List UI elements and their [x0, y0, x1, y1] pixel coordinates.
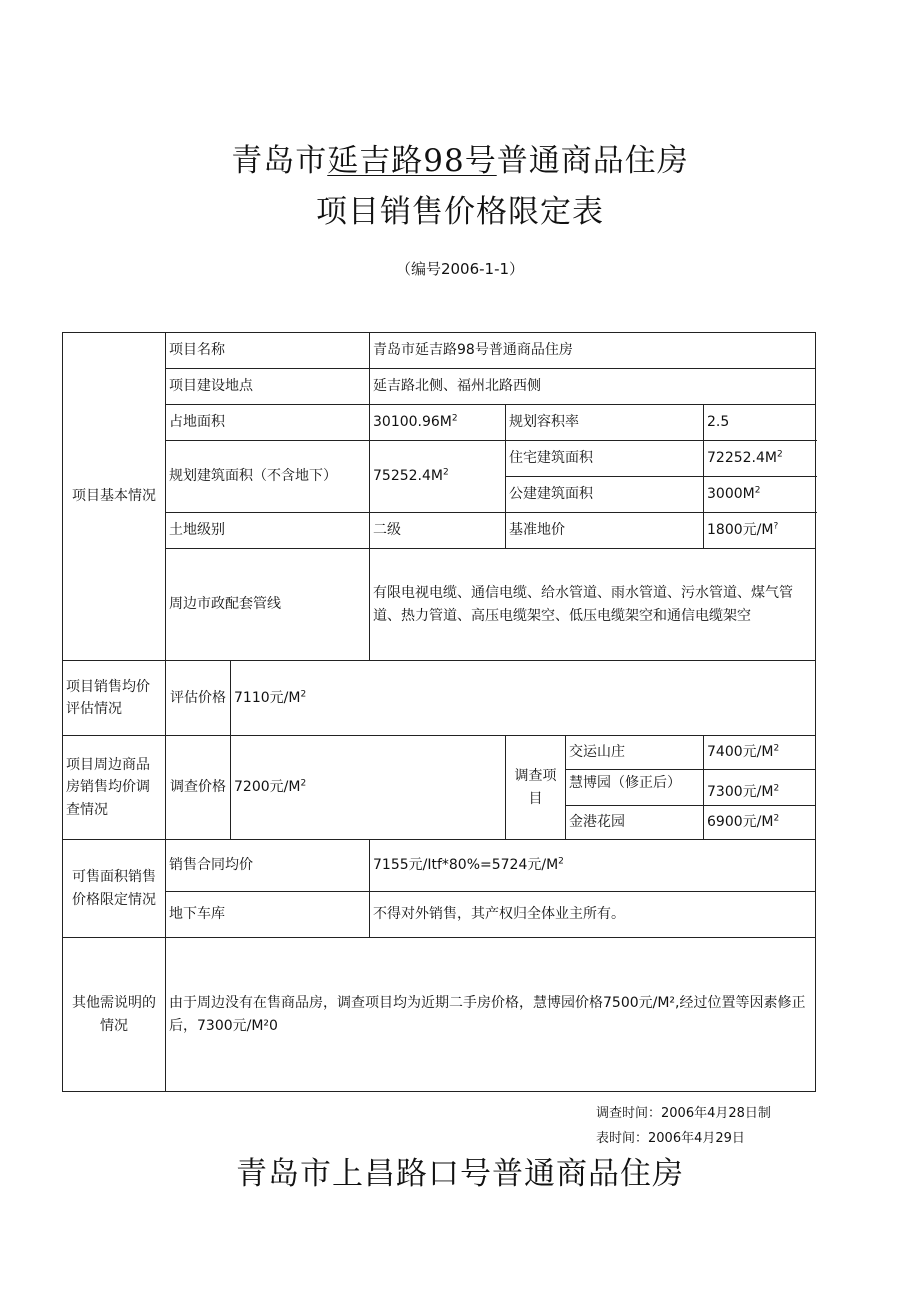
- title-prefix: 青岛市: [231, 143, 328, 179]
- survey-item-name: 金港花园: [566, 806, 704, 840]
- label-public-area: 公建建筑面积: [506, 477, 704, 513]
- value-project-name: 青岛市延吉路98号普通商品住房: [370, 333, 816, 369]
- value-land-grade: 二级: [370, 513, 506, 549]
- value-contract-price: 7155元/Itf*80%=5724元$/M^2$: [370, 840, 816, 892]
- value-base-land-price: 1800元/M?: [704, 513, 816, 549]
- value-eval-price: 7110元$/M^2$: [231, 661, 816, 736]
- document-code: （编号2006-1-1）: [395, 260, 525, 278]
- next-document-title: 青岛市上昌路口号普通商品住房: [236, 1156, 684, 1192]
- table-row: [63, 513, 816, 549]
- table-row: [63, 333, 816, 369]
- section-other: 其他需说明的情况: [63, 938, 166, 1092]
- label-planned-area: 规划建筑面积（不含地下）: [166, 441, 370, 513]
- value-location: 延吉路北侧、福州北路西侧: [370, 369, 816, 405]
- price-limit-table: [62, 332, 816, 1092]
- survey-item-name: 慧博园（修正后）: [566, 770, 704, 806]
- table-row: [63, 661, 816, 736]
- survey-item-name: 交运山庄: [566, 736, 704, 770]
- value-residential-area: $72252.4M^2$: [704, 441, 816, 477]
- value-floor-area-ratio: 2.5: [704, 405, 816, 441]
- value-other: 由于周边没有在售商品房，调查项目均为近期二手房价格，慧博园价格7500元/M²,经过位置等因素修正后，7300元/M²0: [166, 938, 816, 1092]
- value-garage: 不得对外销售，其产权归全体业主所有。: [370, 892, 816, 938]
- label-survey-items: 调查项目: [506, 736, 566, 840]
- document-title-line1: [0, 135, 920, 180]
- label-land-grade: 土地级别: [166, 513, 370, 549]
- survey-item-price: 7300元$/M^2$: [704, 770, 816, 806]
- label-eval-price: 评估价格: [166, 661, 231, 736]
- table-row: [63, 840, 816, 892]
- label-base-land-price: 基准地价: [506, 513, 704, 549]
- table-time: 表时间：2006年4月29日: [596, 1131, 745, 1146]
- survey-item-price: 7400元$/M^2$: [704, 736, 816, 770]
- value-public-area: $3000M^2$: [704, 477, 816, 513]
- table-row: [63, 405, 816, 441]
- label-floor-area-ratio: 规划容积率: [506, 405, 704, 441]
- section-basic-info: 项目基本情况: [63, 333, 166, 661]
- label-survey-price: 调查价格: [166, 736, 231, 840]
- section-eval: 项目销售均价评估情况: [63, 661, 166, 736]
- table-row: [63, 938, 816, 1092]
- label-pipelines: 周边市政配套管线: [166, 549, 370, 661]
- survey-time: 调查时间：2006年4月28日制: [596, 1106, 771, 1121]
- value-planned-area: $75252.4M^2$: [370, 441, 506, 513]
- value-pipelines: 有限电视电缆、通信电缆、给水管道、雨水管道、污水管道、煤气管道、热力管道、高压电缆架空、低压电缆架空和通信电缆架空: [370, 549, 816, 661]
- value-survey-price: 7200元$/M^2$: [231, 736, 506, 840]
- label-contract-price: 销售合同均价: [166, 840, 370, 892]
- title-address: 延吉路98号: [327, 143, 497, 179]
- label-project-name: 项目名称: [166, 333, 370, 369]
- label-garage: 地下车库: [166, 892, 370, 938]
- table-row: [63, 892, 816, 938]
- table-row: [63, 369, 816, 405]
- value-land-area: $30100.96M^2$: [370, 405, 506, 441]
- table-row: [63, 736, 816, 770]
- document-title-line2: 项目销售价格限定表: [316, 194, 604, 230]
- label-residential-area: 住宅建筑面积: [506, 441, 704, 477]
- section-price-limit: 可售面积销售价格限定情况: [63, 840, 166, 938]
- label-location: 项目建设地点: [166, 369, 370, 405]
- title-suffix: 普通商品住房: [496, 143, 689, 179]
- label-land-area: 占地面积: [166, 405, 370, 441]
- table-row: [63, 549, 816, 661]
- survey-item-price: 6900元$/M^2$: [704, 806, 816, 840]
- section-survey: 项目周边商品房销售均价调查情况: [63, 736, 166, 840]
- table-row: [63, 441, 816, 477]
